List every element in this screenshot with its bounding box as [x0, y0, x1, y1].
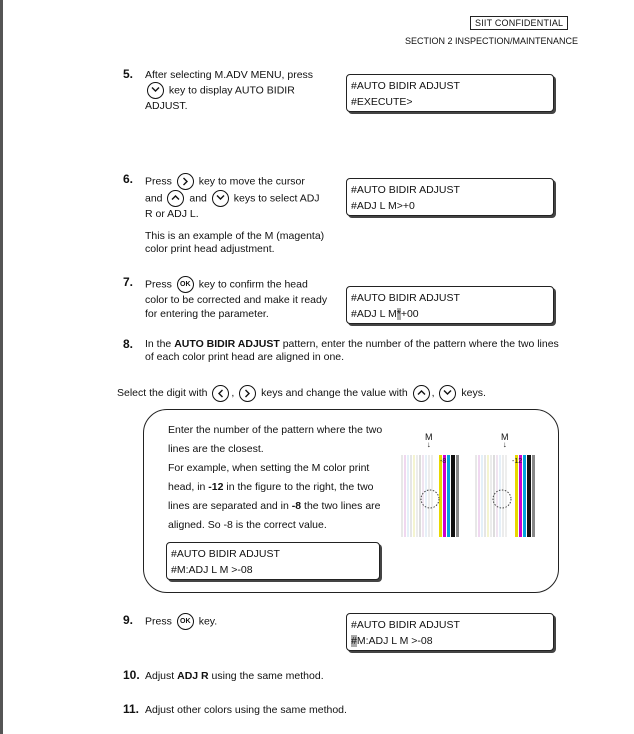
lcd-line-1: #AUTO BIDIR ADJUST: [351, 619, 460, 631]
right-key-icon: [177, 173, 194, 190]
step-5-text: [145, 68, 313, 113]
section-title: SECTION 2 INSPECTION/MAINTENANCE: [405, 36, 579, 46]
pattern-figure-1: [400, 455, 462, 537]
lcd-line-2: #M:ADJ L M >-08: [351, 635, 433, 647]
lcd-display-step-9: [346, 613, 554, 651]
step-6-line-3: R or ADJ L.: [145, 207, 199, 220]
lcd-display-panel: [166, 542, 380, 580]
step-9-number: 9.: [123, 613, 134, 627]
lcd-line-1: #AUTO BIDIR ADJUST: [351, 184, 460, 196]
step-6-note: This is an example of the M (magenta) color print head adjustment.: [145, 230, 325, 255]
step-5-number: 5.: [123, 67, 134, 81]
lcd-display-step-6: [346, 178, 554, 216]
figure-1-label: M ↓: [425, 432, 433, 449]
lcd-cursor: *: [396, 308, 401, 320]
up-key-icon: [413, 385, 430, 402]
select-digit-instruction: Select the digit with , keys and change the value with , keys.: [117, 384, 486, 402]
step-6-line-1: Press key to move the cursor: [145, 173, 320, 190]
right-key-icon: [239, 385, 256, 402]
step-10-number: 10.: [123, 668, 140, 682]
lcd-line-2: #EXECUTE>: [351, 96, 413, 108]
lcd-cursor: #: [351, 635, 357, 647]
down-key-icon: [147, 82, 164, 99]
up-key-icon: [167, 190, 184, 207]
lcd-line-1: #AUTO BIDIR ADJUST: [171, 548, 280, 560]
step-11-number: 11.: [123, 702, 140, 716]
step-7-text: [145, 276, 327, 321]
step-10-text: Adjust ADJ R using the same method.: [145, 670, 324, 682]
step-5-line-1: After selecting M.ADV MENU, press: [145, 69, 314, 81]
step-7-line-3: for entering the parameter.: [145, 308, 269, 320]
step-6-text: [145, 173, 320, 220]
lcd-display-step-5: [346, 74, 554, 112]
lcd-line-2: #ADJ L M>+0: [351, 200, 415, 212]
ok-key-icon: OK: [177, 276, 194, 293]
step-7-number: 7.: [123, 275, 134, 289]
lcd-line-1: #AUTO BIDIR ADJUST: [351, 80, 460, 92]
step-9-text: Press OK key.: [145, 613, 217, 630]
step-7-line-2: color to be corrected and make it ready: [145, 294, 328, 306]
step-5-line-2: key to display AUTO BIDIR: [145, 82, 313, 99]
left-key-icon: [212, 385, 229, 402]
down-key-icon: [439, 385, 456, 402]
step-5-line-3: ADJUST.: [145, 100, 188, 112]
pattern-figure-2: [474, 455, 538, 537]
lcd-line-2: #ADJ L M*+00: [351, 308, 419, 320]
step-6-number: 6.: [123, 172, 134, 186]
figure-2-number: -12: [512, 458, 523, 465]
lcd-line-1: #AUTO BIDIR ADJUST: [351, 292, 460, 304]
step-7-line-1: Press OK key to confirm the head: [145, 276, 327, 293]
figure-1-number: -8: [440, 458, 447, 465]
step-8-number: 8.: [123, 337, 134, 351]
ok-key-icon: OK: [177, 613, 194, 630]
lcd-display-step-7: [346, 286, 554, 324]
step-11-text: Adjust other colors using the same method.: [145, 704, 347, 716]
lcd-line-2: #M:ADJ L M >-08: [171, 564, 253, 576]
step-6-line-2: and and keys to select ADJ: [145, 190, 320, 207]
page-edge: [0, 0, 3, 734]
down-key-icon: [212, 190, 229, 207]
panel-text: Enter the number of the pattern where the two lines are the closest. For example, when setting the M color print head, in -12 in the figure to the right, the two lines are separated and in -8 the two lines are aligned. So -8 is the correct value.: [168, 424, 383, 531]
step-8-text: In the AUTO BIDIR ADJUST pattern, enter the number of the pattern where the two lines of each color print head are aligned in one.: [145, 338, 559, 363]
figure-2-label: M ↓: [501, 432, 509, 449]
confidential-label: SIIT CONFIDENTIAL: [470, 16, 568, 30]
